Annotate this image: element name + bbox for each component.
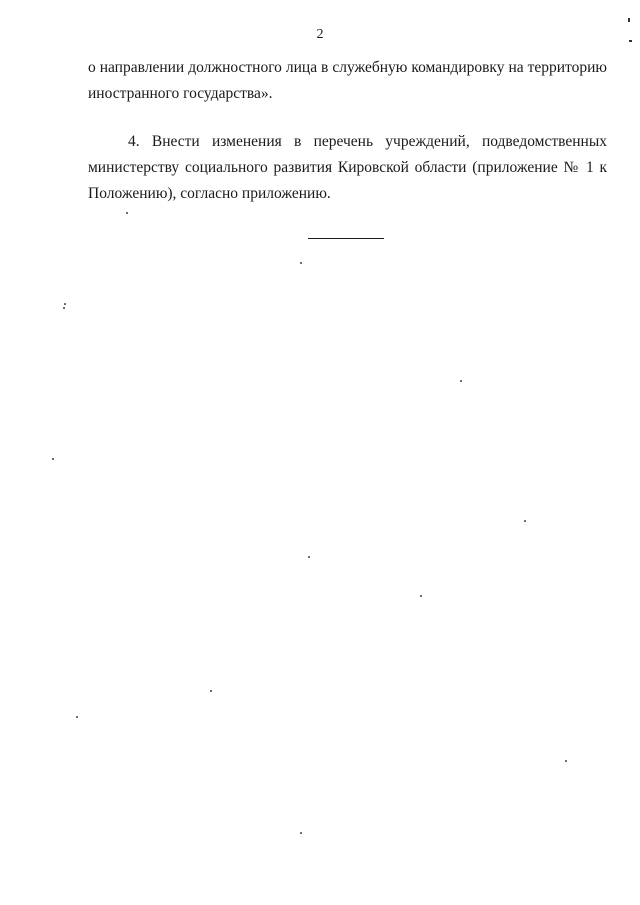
scan-speck xyxy=(210,690,212,692)
scan-speck xyxy=(460,380,462,382)
scan-speck xyxy=(126,212,128,214)
scan-speck xyxy=(63,307,65,309)
scan-speck xyxy=(300,832,302,834)
scan-speck xyxy=(420,595,422,597)
scan-speck xyxy=(52,458,54,460)
page-number: 2 xyxy=(316,27,324,42)
end-separator-line xyxy=(308,238,384,239)
scan-speck xyxy=(524,520,526,522)
scan-speck xyxy=(308,556,310,558)
paragraph-item-4: 4. Внести изменения в перечень учреждений, подведомственных министерству социального развития Кировской области (приложение № 1 к Положению), согласно приложению. xyxy=(88,133,607,202)
scan-mark xyxy=(629,40,632,42)
scan-speck xyxy=(300,262,302,264)
scan-speck xyxy=(76,716,78,718)
scan-speck xyxy=(64,303,66,305)
scan-mark xyxy=(628,18,630,22)
scan-speck xyxy=(565,760,567,762)
paragraph-continuation: о направлении должностного лица в служебную командировку на территорию иностранного государства». xyxy=(88,59,607,102)
